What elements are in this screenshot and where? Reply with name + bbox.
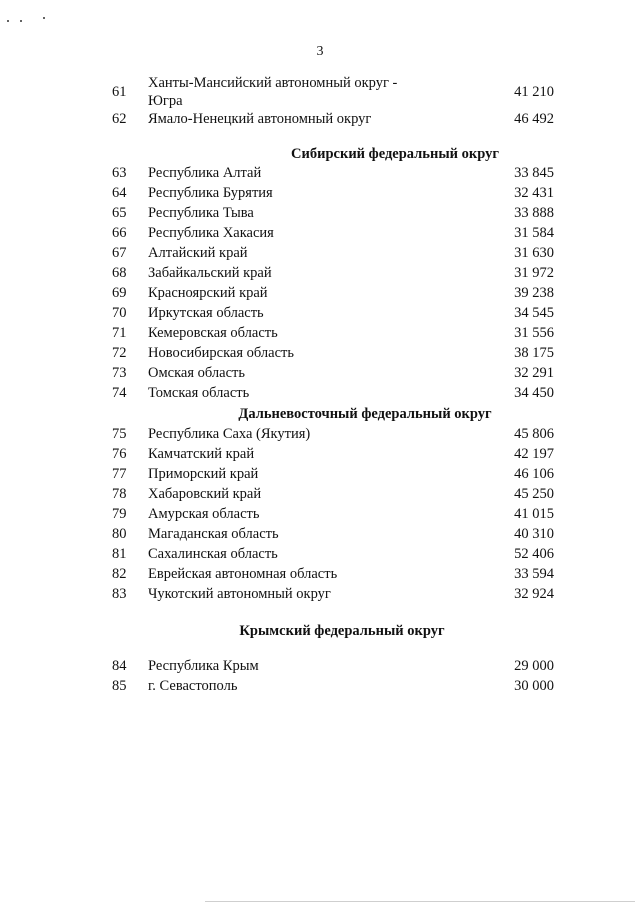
row-number: 61 bbox=[112, 84, 127, 100]
region-name: Камчатский край bbox=[148, 446, 255, 462]
region-value: 41 210 bbox=[514, 84, 554, 100]
region-name: Чукотский автономный округ bbox=[148, 586, 331, 602]
row-number: 74 bbox=[112, 385, 127, 401]
region-name: Приморский край bbox=[148, 466, 259, 482]
scan-edge-line bbox=[205, 901, 635, 902]
region-name: Забайкальский край bbox=[148, 265, 272, 281]
row-number: 67 bbox=[112, 245, 127, 261]
region-value: 31 584 bbox=[514, 225, 554, 241]
region-value: 46 106 bbox=[514, 466, 554, 482]
row-number: 71 bbox=[112, 325, 127, 341]
row-number: 64 bbox=[112, 185, 127, 201]
region-name: Республика Тыва bbox=[148, 205, 254, 221]
region-value: 41 015 bbox=[514, 506, 554, 522]
region-name: Сахалинская область bbox=[148, 546, 278, 562]
scan-speck bbox=[20, 20, 22, 22]
region-name: Ямало-Ненецкий автономный округ bbox=[148, 111, 372, 127]
region-value: 32 924 bbox=[514, 586, 554, 602]
region-value: 30 000 bbox=[514, 678, 554, 694]
region-value: 33 888 bbox=[514, 205, 554, 221]
section-heading: Сибирский федеральный округ bbox=[291, 146, 499, 162]
region-name: Республика Крым bbox=[148, 658, 259, 674]
region-value: 31 972 bbox=[514, 265, 554, 281]
section-heading: Крымский федеральный округ bbox=[239, 623, 445, 639]
region-name-line2: Югра bbox=[148, 93, 183, 109]
region-value: 31 630 bbox=[514, 245, 554, 261]
region-name: Амурская область bbox=[148, 506, 260, 522]
scan-speck bbox=[7, 20, 9, 22]
row-number: 76 bbox=[112, 446, 127, 462]
row-number: 63 bbox=[112, 165, 127, 181]
row-number: 62 bbox=[112, 111, 127, 127]
row-number: 66 bbox=[112, 225, 127, 241]
region-value: 52 406 bbox=[514, 546, 554, 562]
row-number: 77 bbox=[112, 466, 127, 482]
region-name: Кемеровская область bbox=[148, 325, 278, 341]
row-number: 81 bbox=[112, 546, 127, 562]
scan-speck bbox=[43, 17, 45, 19]
row-number: 80 bbox=[112, 526, 127, 542]
region-name: Еврейская автономная область bbox=[148, 566, 338, 582]
row-number: 75 bbox=[112, 426, 127, 442]
region-name: Иркутская область bbox=[148, 305, 264, 321]
region-value: 32 291 bbox=[514, 365, 554, 381]
region-name: Омская область bbox=[148, 365, 245, 381]
table-row bbox=[0, 74, 640, 112]
row-number: 70 bbox=[112, 305, 127, 321]
row-number: 73 bbox=[112, 365, 127, 381]
region-name: Хабаровский край bbox=[148, 486, 262, 502]
row-number: 84 bbox=[112, 658, 127, 674]
region-name: Республика Алтай bbox=[148, 165, 262, 181]
region-value: 34 545 bbox=[514, 305, 554, 321]
row-number: 82 bbox=[112, 566, 127, 582]
region-name: Магаданская область bbox=[148, 526, 279, 542]
row-number: 83 bbox=[112, 586, 127, 602]
row-number: 65 bbox=[112, 205, 127, 221]
row-number: 68 bbox=[112, 265, 127, 281]
region-name: Красноярский край bbox=[148, 285, 268, 301]
section-heading: Дальневосточный федеральный округ bbox=[238, 406, 492, 422]
region-name: Новосибирская область bbox=[148, 345, 294, 361]
region-value: 33 845 bbox=[514, 165, 554, 181]
region-value: 33 594 bbox=[514, 566, 554, 582]
region-value: 31 556 bbox=[514, 325, 554, 341]
row-number: 69 bbox=[112, 285, 127, 301]
region-name: Алтайский край bbox=[148, 245, 248, 261]
region-value: 39 238 bbox=[514, 285, 554, 301]
region-value: 29 000 bbox=[514, 658, 554, 674]
region-name: г. Севастополь bbox=[148, 678, 238, 694]
row-number: 78 bbox=[112, 486, 127, 502]
region-value: 34 450 bbox=[514, 385, 554, 401]
row-number: 72 bbox=[112, 345, 127, 361]
region-value: 40 310 bbox=[514, 526, 554, 542]
page-number: 3 bbox=[316, 44, 324, 59]
region-value: 45 806 bbox=[514, 426, 554, 442]
region-name: Республика Саха (Якутия) bbox=[148, 426, 311, 442]
region-value: 45 250 bbox=[514, 486, 554, 502]
row-number: 85 bbox=[112, 678, 127, 694]
region-name: Республика Хакасия bbox=[148, 225, 274, 241]
region-name: Республика Бурятия bbox=[148, 185, 273, 201]
region-name-line1: Ханты-Мансийский автономный округ - bbox=[148, 75, 398, 91]
region-value: 32 431 bbox=[514, 185, 554, 201]
row-number: 79 bbox=[112, 506, 127, 522]
region-value: 46 492 bbox=[514, 111, 554, 127]
region-value: 42 197 bbox=[514, 446, 554, 462]
region-value: 38 175 bbox=[514, 345, 554, 361]
region-name: Томская область bbox=[148, 385, 250, 401]
